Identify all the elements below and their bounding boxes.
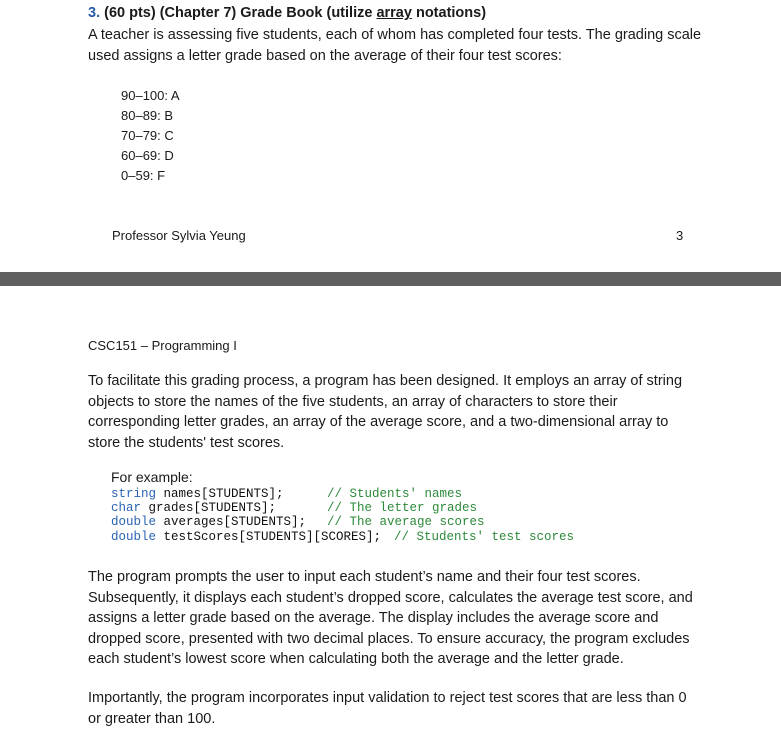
code-line [111,487,284,501]
code-declaration: testScores[STUDENTS][SCORES]; [156,530,382,544]
code-line [111,530,381,544]
grading-scale-item: 0–59: F [121,168,166,183]
code-comment: // Students' names [327,487,463,501]
paragraph-line: or greater than 100. [88,710,216,727]
paragraph-line: Importantly, the program incorporates input validation to reject test scores that are less than 0 [88,690,687,706]
grading-scale-item: 90–100: A [121,88,180,103]
paragraph-line: each student’s lowest score when calculating both the average and the letter grade. [88,651,624,667]
question-number: 3. [88,5,101,21]
question-title-underlined: array [376,5,412,21]
paragraph-line: assigns a letter grade based on the average. The display includes the average score and [88,610,659,626]
code-comment: // The average scores [327,515,485,529]
code-declaration: grades[STUDENTS]; [141,501,277,515]
paragraph-line: Subsequently, it displays each student’s dropped score, calculates the average test score, and [88,589,693,606]
code-type-keyword: double [111,515,157,529]
program-behavior-paragraph [88,567,728,670]
code-comment: // The letter grades [327,501,478,515]
intro-paragraph [88,25,728,66]
paragraph-line: To facilitate this grading process, a program has been designed. It employs an array of string [88,373,683,389]
question-title [88,5,486,21]
intro-line: A teacher is assessing five students, each of whom has completed four tests. The grading scale [88,27,702,43]
paragraph-line: The program prompts the user to input each student’s name and their four test scores. [88,569,641,585]
code-type-keyword: char [111,501,142,515]
code-comment: // Students' test scores [394,530,575,544]
course-header: CSC151 – Programming I [88,338,237,353]
footer-professor-name: Professor Sylvia Yeung [112,228,246,243]
footer-page-number: 3 [676,228,684,243]
description-paragraph [88,371,728,453]
paragraph-line: corresponding letter grades, an array of the average score, and a two-dimensional array to [88,414,669,430]
document-page-2 [0,286,781,747]
grading-scale-item: 70–79: C [121,128,174,143]
code-declaration: averages[STUDENTS]; [156,515,307,529]
grading-scale-list [121,86,180,186]
code-type-keyword: string [111,487,157,501]
question-title-suffix: notations) [411,5,487,21]
document-page-1 [0,0,781,272]
code-line [111,501,276,515]
grading-scale-item: 60–69: D [121,148,174,163]
page-divider [0,272,781,286]
code-declaration: names[STUDENTS]; [156,487,284,501]
grading-scale-item: 80–89: B [121,108,174,123]
intro-line: used assigns a letter grade based on the average of their four test scores: [88,47,562,64]
example-label: For example: [111,469,193,485]
paragraph-line: dropped score, presented with two decimal places. To ensure accuracy, the program excludes [88,630,690,647]
validation-paragraph [88,688,728,729]
question-title-prefix: (60 pts) (Chapter 7) Grade Book (utilize [104,5,377,21]
paragraph-line: objects to store the names of the five students, an array of characters to store their [88,393,618,410]
paragraph-line: store the students' test scores. [88,434,285,451]
code-type-keyword: double [111,530,157,544]
code-line [111,515,306,529]
